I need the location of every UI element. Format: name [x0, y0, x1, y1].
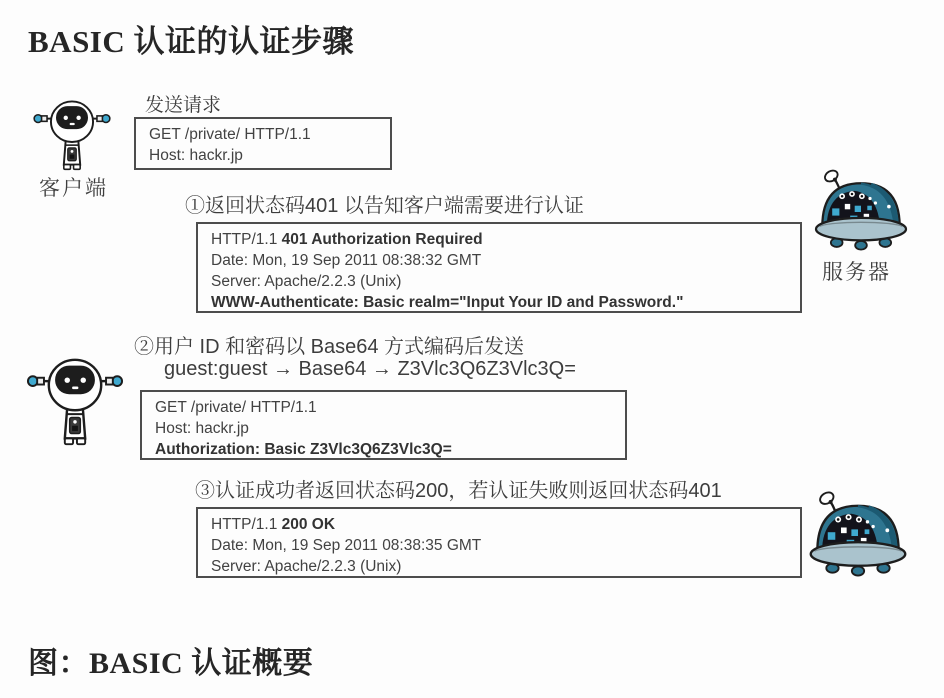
request1-box [134, 117, 392, 170]
request2-authorization: Authorization: Basic Z3Vlc3Q6Z3Vlc3Q= [155, 441, 452, 458]
response401-www-authenticate: WWW-Authenticate: Basic realm="Input Your ID and Password." [211, 294, 684, 311]
step2-encoding-line: guest:guest → Base64 → Z3Vlc3Q6Z3Vlc3Q= [164, 358, 576, 380]
response200-server: Server: Apache/2.2.3 (Unix) [211, 558, 402, 575]
server-robot-icon [810, 167, 912, 257]
server-label: 服务器 [822, 261, 891, 284]
request2-line1: GET /private/ HTTP/1.1 [155, 399, 317, 416]
request1-line2: Host: hackr.jp [149, 147, 243, 164]
client-label: 客户端 [39, 177, 108, 200]
server-robot-icon [806, 488, 910, 584]
step2-label: ②用户 ID 和密码以 Base64 方式编码后发送 [134, 336, 525, 358]
response200-status: HTTP/1.1 200 OK [211, 516, 336, 533]
client-robot-icon [24, 96, 120, 174]
response200-date: Date: Mon, 19 Sep 2011 08:38:35 GMT [211, 537, 482, 554]
client-robot-icon [26, 353, 124, 450]
step1-label: ①返回状态码401 以告知客户端需要进行认证 [185, 195, 584, 217]
response401-date: Date: Mon, 19 Sep 2011 08:38:32 GMT [211, 252, 482, 269]
response401-server: Server: Apache/2.2.3 (Unix) [211, 273, 402, 290]
response200-box [196, 507, 802, 578]
response401-box [196, 222, 802, 313]
request2-box [140, 390, 627, 460]
figure-caption: 图：BASIC 认证概要 [28, 647, 314, 680]
figure-title: BASIC 认证的认证步骤 [28, 24, 355, 59]
request1-line1: GET /private/ HTTP/1.1 [149, 126, 311, 143]
response401-status: HTTP/1.1 401 Authorization Required [211, 231, 483, 248]
send-request-label: 发送请求 [145, 95, 222, 116]
request2-line2: Host: hackr.jp [155, 420, 249, 437]
step3-label: ③认证成功者返回状态码200，若认证失败则返回状态码401 [195, 480, 722, 502]
